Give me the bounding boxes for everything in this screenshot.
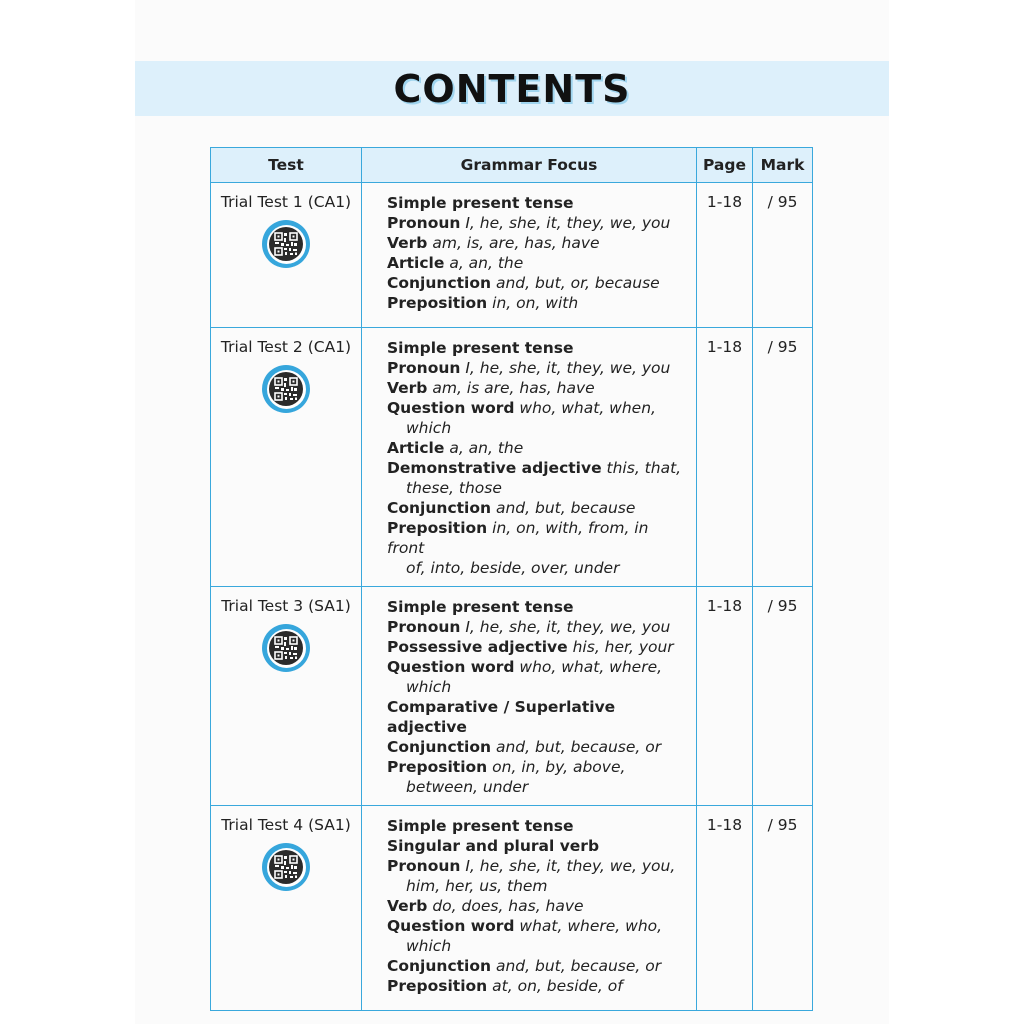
focus-term: Pronoun xyxy=(387,857,461,875)
contents-table xyxy=(210,147,813,1011)
focus-term: Pronoun xyxy=(387,214,461,232)
focus-item xyxy=(387,193,688,213)
focus-item xyxy=(387,617,688,637)
focus-item xyxy=(387,637,688,657)
test-name: Trial Test 2 (CA1) xyxy=(220,338,352,356)
focus-term: Verb xyxy=(387,897,428,915)
grammar-focus-cell xyxy=(362,587,697,806)
focus-examples: who, what, where, xyxy=(519,658,663,676)
focus-examples: and, but, because xyxy=(495,499,636,517)
focus-item xyxy=(387,657,688,677)
focus-examples: I, he, she, it, they, we, you xyxy=(465,618,671,636)
qr-code-icon[interactable] xyxy=(262,220,310,268)
focus-examples: am, is are, has, have xyxy=(432,379,595,397)
test-cell xyxy=(211,183,362,328)
title-band xyxy=(135,61,889,116)
focus-term: Simple present tense xyxy=(387,817,574,835)
focus-item xyxy=(387,737,688,757)
focus-examples-continued: which xyxy=(406,419,452,437)
grammar-focus-cell xyxy=(362,183,697,328)
focus-term: Conjunction xyxy=(387,957,492,975)
focus-term: Singular and plural verb xyxy=(387,837,600,855)
focus-examples: a, an, the xyxy=(449,254,524,272)
focus-term: Conjunction xyxy=(387,274,492,292)
page-range: 1-18 xyxy=(697,328,753,587)
focus-item xyxy=(387,816,688,836)
focus-item xyxy=(387,896,688,916)
focus-examples: this, that, xyxy=(606,459,682,477)
page-range: 1-18 xyxy=(697,587,753,806)
test-cell xyxy=(211,587,362,806)
focus-item xyxy=(387,293,688,313)
focus-item xyxy=(387,378,688,398)
table-header-row xyxy=(211,148,813,183)
qr-code-icon[interactable] xyxy=(262,365,310,413)
focus-item xyxy=(387,458,688,478)
focus-term: Article xyxy=(387,439,445,457)
focus-term: Question word xyxy=(387,658,515,676)
focus-item xyxy=(387,338,688,358)
focus-examples-continued: these, those xyxy=(406,479,502,497)
focus-examples-continued: between, under xyxy=(406,778,529,796)
page-title: CONTENTS xyxy=(393,66,631,111)
focus-term: Preposition xyxy=(387,294,488,312)
focus-item xyxy=(387,597,688,617)
focus-term: Simple present tense xyxy=(387,598,574,616)
focus-term: Question word xyxy=(387,399,515,417)
table-row xyxy=(211,587,813,806)
focus-examples-continued: which xyxy=(406,937,452,955)
header-page: Page xyxy=(697,148,753,183)
page-range: 1-18 xyxy=(697,183,753,328)
focus-examples: I, he, she, it, they, we, you xyxy=(465,214,671,232)
header-test: Test xyxy=(211,148,362,183)
focus-item xyxy=(387,498,688,518)
focus-term: Simple present tense xyxy=(387,339,574,357)
focus-examples: I, he, she, it, they, we, you, xyxy=(465,857,676,875)
focus-item xyxy=(387,438,688,458)
focus-term: Preposition xyxy=(387,519,488,537)
table-row xyxy=(211,328,813,587)
focus-examples: at, on, beside, of xyxy=(492,977,623,995)
focus-examples: what, where, who, xyxy=(519,917,663,935)
focus-item xyxy=(387,697,688,737)
focus-term: Comparative / Superlative adjective xyxy=(387,698,616,736)
focus-examples-continued: of, into, beside, over, under xyxy=(406,559,620,577)
focus-term: Preposition xyxy=(387,758,488,776)
focus-term: Article xyxy=(387,254,445,272)
focus-examples: a, an, the xyxy=(449,439,524,457)
focus-item xyxy=(387,233,688,253)
focus-examples: and, but, because, or xyxy=(495,738,662,756)
focus-item xyxy=(387,976,688,996)
focus-examples-continued: him, her, us, them xyxy=(406,877,548,895)
focus-term: Verb xyxy=(387,234,428,252)
focus-examples: and, but, or, because xyxy=(495,274,660,292)
focus-examples-continued: which xyxy=(406,678,452,696)
focus-examples: on, in, by, above, xyxy=(492,758,626,776)
focus-examples: and, but, because, or xyxy=(495,957,662,975)
table-row xyxy=(211,806,813,1011)
focus-item xyxy=(387,757,688,777)
focus-item xyxy=(387,213,688,233)
test-name: Trial Test 1 (CA1) xyxy=(220,193,352,211)
focus-item xyxy=(387,856,688,876)
focus-item xyxy=(387,273,688,293)
focus-item xyxy=(387,253,688,273)
focus-term: Possessive adjective xyxy=(387,638,568,656)
focus-examples: in, on, with, from, in front xyxy=(387,519,649,557)
focus-item xyxy=(387,518,688,558)
test-cell xyxy=(211,806,362,1011)
test-name: Trial Test 3 (SA1) xyxy=(221,597,351,615)
header-grammar-focus: Grammar Focus xyxy=(362,148,697,183)
focus-term: Question word xyxy=(387,917,515,935)
focus-term: Demonstrative adjective xyxy=(387,459,602,477)
qr-code-icon[interactable] xyxy=(262,843,310,891)
focus-item xyxy=(387,398,688,418)
mark-total: / 95 xyxy=(753,328,813,587)
focus-item xyxy=(387,916,688,936)
focus-term: Simple present tense xyxy=(387,194,574,212)
table-row xyxy=(211,183,813,328)
test-cell xyxy=(211,328,362,587)
focus-term: Pronoun xyxy=(387,618,461,636)
focus-term: Conjunction xyxy=(387,499,492,517)
header-mark: Mark xyxy=(753,148,813,183)
qr-code-icon[interactable] xyxy=(262,624,310,672)
focus-item xyxy=(387,358,688,378)
grammar-focus-cell xyxy=(362,806,697,1011)
focus-term: Verb xyxy=(387,379,428,397)
focus-examples: who, what, when, xyxy=(519,399,656,417)
page-range: 1-18 xyxy=(697,806,753,1011)
focus-item xyxy=(387,956,688,976)
focus-item xyxy=(387,836,688,856)
focus-examples: in, on, with xyxy=(492,294,579,312)
focus-examples: his, her, your xyxy=(572,638,674,656)
test-name: Trial Test 4 (SA1) xyxy=(221,816,351,834)
mark-total: / 95 xyxy=(753,183,813,328)
focus-examples: do, does, has, have xyxy=(432,897,584,915)
focus-examples: I, he, she, it, they, we, you xyxy=(465,359,671,377)
mark-total: / 95 xyxy=(753,806,813,1011)
grammar-focus-cell xyxy=(362,328,697,587)
mark-total: / 95 xyxy=(753,587,813,806)
focus-term: Pronoun xyxy=(387,359,461,377)
focus-term: Preposition xyxy=(387,977,488,995)
focus-examples: am, is, are, has, have xyxy=(432,234,600,252)
focus-term: Conjunction xyxy=(387,738,492,756)
